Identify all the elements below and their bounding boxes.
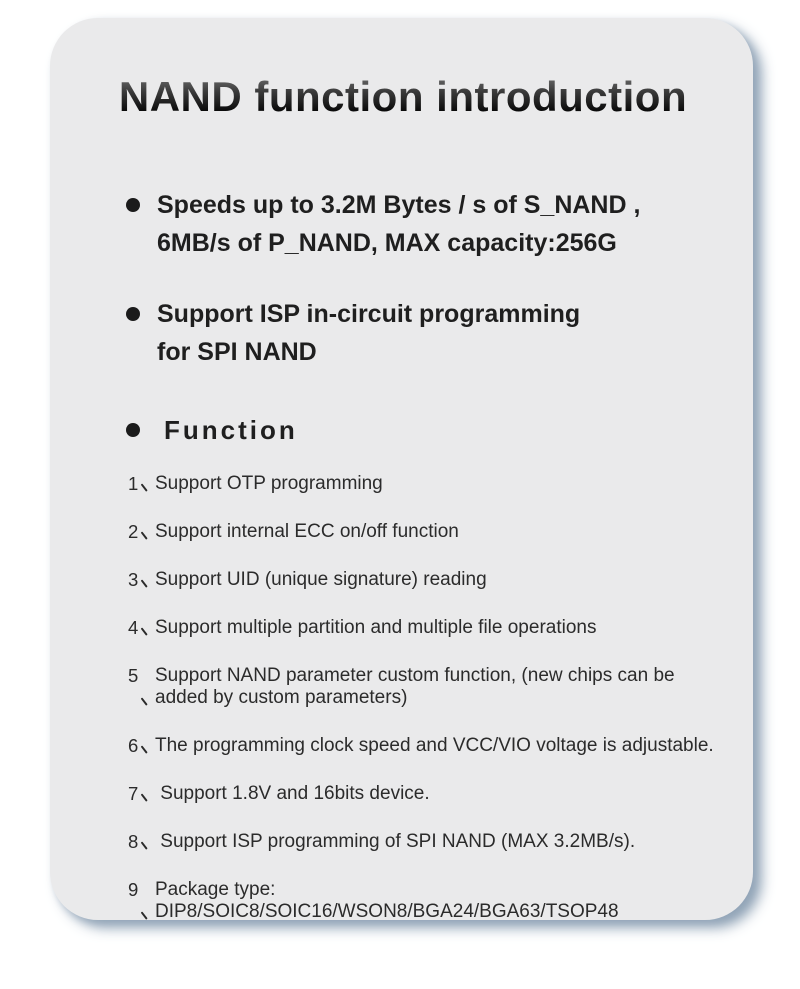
ideographic-comma-icon — [138, 617, 151, 639]
bullet-function-heading — [83, 411, 723, 449]
ideographic-comma-icon — [138, 879, 151, 923]
item-text — [155, 473, 383, 495]
bullet-speeds-text — [157, 186, 640, 262]
ideographic-comma-icon — [138, 831, 151, 853]
item-number: 8 — [128, 831, 139, 852]
ideographic-comma-icon — [138, 521, 151, 543]
bullet-line: Function — [164, 415, 298, 445]
bullet-line: 6MB/s of P_NAND, MAX capacity:256G — [157, 229, 617, 257]
item-text — [155, 569, 487, 591]
item-marker — [128, 879, 155, 923]
item-number: 5 — [128, 665, 139, 686]
bullet-dot-icon — [126, 423, 140, 437]
item-marker — [128, 831, 155, 853]
item-text — [155, 521, 459, 543]
item-marker — [128, 521, 155, 543]
ideographic-comma-icon — [138, 735, 151, 757]
item-text — [155, 617, 596, 639]
item-line: Support ISP programming of SPI NAND (MAX 3.2MB/s). — [155, 831, 636, 852]
item-line: Support NAND parameter custom function, (new chips can be — [155, 665, 675, 686]
bullet-line: for SPI NAND — [157, 338, 317, 366]
item-number: 2 — [128, 521, 139, 542]
item-text — [155, 735, 714, 757]
bullet-line: Speeds up to 3.2M Bytes / s of S_NAND , — [157, 191, 641, 219]
item-line: The programming clock speed and VCC/VIO voltage is adjustable. — [155, 735, 714, 756]
item-marker — [128, 617, 155, 639]
bullet-isp — [83, 295, 723, 371]
list-item-8 — [128, 831, 723, 853]
page-title: NAND function introduction — [83, 72, 723, 122]
bullet-isp-text — [157, 295, 580, 371]
list-item-4 — [128, 617, 723, 639]
item-line: Support OTP programming — [155, 473, 383, 494]
item-text — [155, 831, 635, 853]
ideographic-comma-icon — [138, 473, 151, 495]
bullet-dot-icon — [126, 307, 140, 321]
item-number: 9 — [128, 879, 139, 900]
item-number: 1 — [128, 473, 139, 494]
item-number: 4 — [128, 617, 139, 638]
function-list — [83, 473, 723, 923]
item-number: 3 — [128, 569, 139, 590]
list-item-7 — [128, 783, 723, 805]
item-text — [155, 665, 675, 709]
item-marker — [128, 665, 155, 709]
function-heading-text — [157, 411, 298, 449]
item-number: 7 — [128, 783, 139, 804]
list-item-6 — [128, 735, 723, 757]
item-text — [155, 879, 723, 923]
item-line: Package type: DIP8/SOIC8/SOIC16/WSON8/BGA24/BGA63/TSOP48 — [155, 879, 619, 922]
item-marker — [128, 569, 155, 591]
item-text — [155, 783, 430, 805]
item-marker — [128, 473, 155, 495]
item-marker — [128, 783, 155, 805]
bullet-dot-icon — [126, 198, 140, 212]
bullet-line: Support ISP in-circuit programming — [157, 300, 581, 328]
list-item-9 — [128, 879, 723, 923]
slide-card — [50, 18, 753, 920]
bullet-speeds — [83, 186, 723, 262]
item-line: added by custom parameters) — [155, 687, 408, 708]
item-line: Support multiple partition and multiple file operations — [155, 617, 597, 638]
item-line: Support internal ECC on/off function — [155, 521, 459, 542]
ideographic-comma-icon — [138, 569, 151, 591]
item-line: Support UID (unique signature) reading — [155, 569, 487, 590]
list-item-3 — [128, 569, 723, 591]
list-item-1 — [128, 473, 723, 495]
item-marker — [128, 735, 155, 757]
bullet-list — [83, 186, 723, 449]
list-item-2 — [128, 521, 723, 543]
list-item-5 — [128, 665, 723, 709]
ideographic-comma-icon — [138, 783, 151, 805]
item-line: Support 1.8V and 16bits device. — [155, 783, 430, 804]
ideographic-comma-icon — [138, 665, 151, 709]
item-number: 6 — [128, 735, 139, 756]
